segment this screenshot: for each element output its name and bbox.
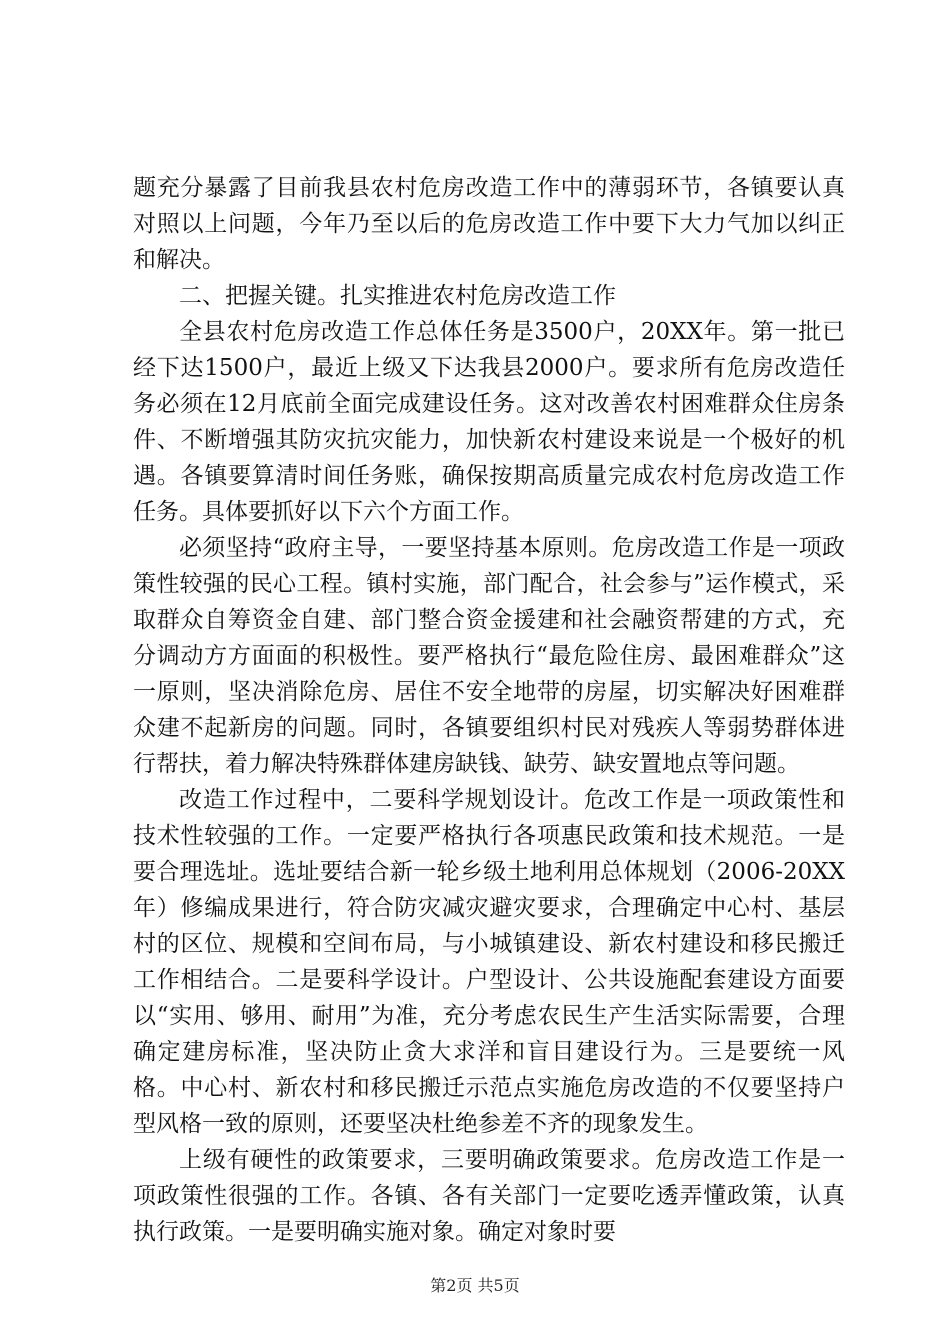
document-body bbox=[133, 170, 845, 1250]
paragraph-basic-principles: 必须坚持“政府主导，一要坚持基本原则。危房改造工作是一项政策性较强的民心工程。镇村实施，部门配合，社会参与”运作模式，采取群众自筹资金自建、部门整合资金援建和社会融资帮建的方式，充分调动方方面面的积极性。要严格执行“最危险住房、最困难群众”这一原则，坚决消除危房、居住不安全地带的房屋，切实解决好困难群众建不起新房的问题。同时，各镇要组织村民对残疾人等弱势群体进行帮扶，着力解决特殊群体建房缺钱、缺劳、缺安置地点等问题。 bbox=[133, 535, 845, 777]
section-heading: 二、把握关键。扎实推进农村危房改造工作 bbox=[179, 283, 616, 309]
paragraph-planning-design: 改造工作过程中，二要科学规划设计。危改工作是一项政策性和技术性较强的工作。一定要严格执行各项惠民政策和技术规范。一是要合理选址。选址要结合新一轮乡级土地利用总体规划（2006-20XX年）修编成果进行，符合防灾减灾避灾要求，合理确定中心村、基层村的区位、规模和空间布局，与小城镇建设、新农村建设和移民搬迁工作相结合。二是要科学设计。户型设计、公共设施配套建设方面要以“实用、够用、耐用”为准，充分考虑农民生产生活实际需要，合理确定建房标准，坚决防止贪大求洋和盲目建设行为。三是要统一风格。中心村、新农村和移民搬迁示范点实施危房改造的不仅要坚持户型风格一致的原则，还要坚决杜绝参差不齐的现象发生。 bbox=[133, 787, 845, 1137]
paragraph-continued: 题充分暴露了目前我县农村危房改造工作中的薄弱环节，各镇要认真对照以上问题，今年乃至以后的危房改造工作中要下大力气加以纠正和解决。 bbox=[133, 175, 845, 273]
paragraph-policy-requirements: 上级有硬性的政策要求，三要明确政策要求。危房改造工作是一项政策性很强的工作。各镇、各有关部门一定要吃透弄懂政策，认真执行政策。一是要明确实施对象。确定对象时要 bbox=[133, 1147, 845, 1245]
paragraph-overall-task: 全县农村危房改造工作总体任务是3500户，20XX年。第一批已经下达1500户，最近上级又下达我县2000户。要求所有危房改造任务必须在12月底前全面完成建设任务。这对改善农村困难群众住房条件、不断增强其防灾抗灾能力，加快新农村建设来说是一个极好的机遇。各镇要算清时间任务账，确保按期高质量完成农村危房改造工作任务。具体要抓好以下六个方面工作。 bbox=[133, 319, 845, 525]
page-footer: 第2页 共5页 bbox=[430, 1276, 520, 1295]
